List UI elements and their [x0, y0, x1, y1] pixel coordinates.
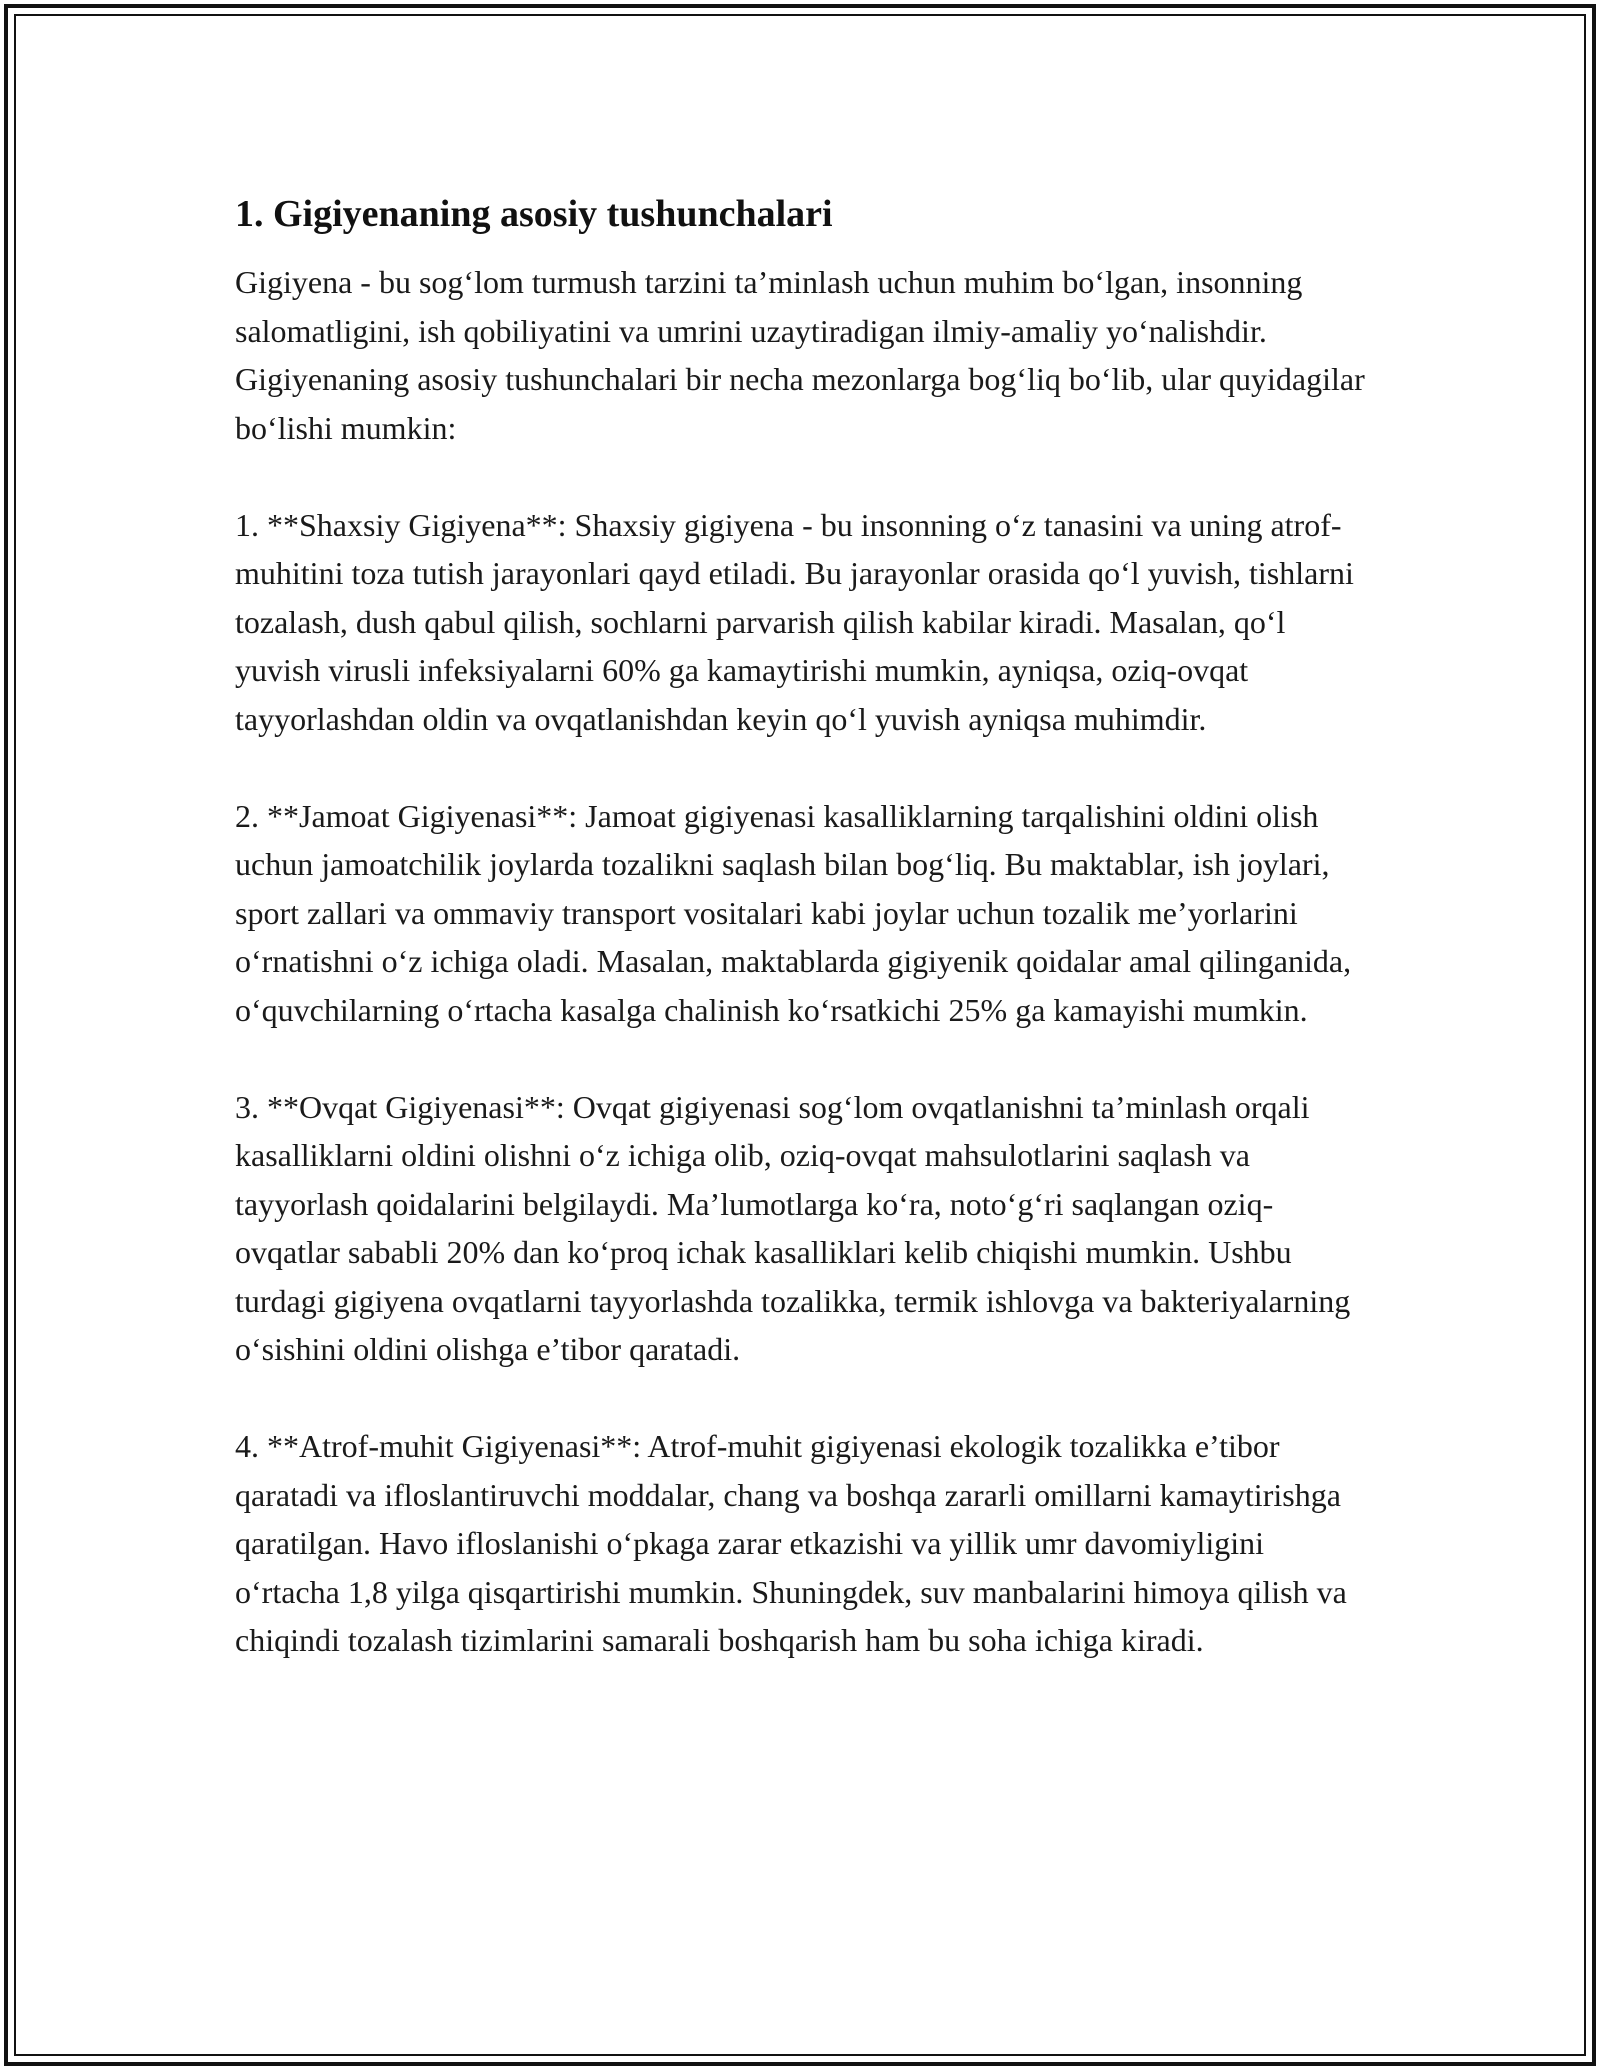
intro-paragraph: Gigiyena - bu sog‘lom turmush tarzini ta’minlash uchun muhim bo‘lgan, insonning salomatligini, ish qobiliyatini va umrini uzaytiradigan ilmiy-amaliy yo‘nalishdir. Gigiyenaning asosiy tushunchalari bir necha mezonlarga bog‘liq bo‘lib, ular quyidagilar bo‘lishi mumkin:: [235, 264, 1365, 446]
document-body: [235, 190, 1375, 1713]
paragraph-personal-hygiene: 1. **Shaxsiy Gigiyena**: Shaxsiy gigiyena - bu insonning o‘z tanasini va uning atrof-muhitini toza tutish jarayonlari qayd etiladi. Bu jarayonlar orasida qo‘l yuvish, tishlarni tozalash, dush qabul qilish, sochlarni parvarish qilish kabilar kiradi. Masalan, qo‘l yuvish virusli infeksiyalarni 60% ga kamaytirishi mumkin, ayniqsa, oziq-ovqat tayyorlashdan oldin va ovqatlanishdan keyin qo‘l yuvish ayniqsa muhimdir.: [235, 506, 1354, 737]
paragraph-environmental-hygiene: 4. **Atrof-muhit Gigiyenasi**: Atrof-muhit gigiyenasi ekologik tozalikka e’tibor qaratadi va ifloslantiruvchi moddalar, chang va boshqa zararli omillarni kamaytirishga qaratilgan. Havo ifloslanishi o‘pkaga zarar etkazishi va yillik umr davomiyligini o‘rtacha 1,8 yilga qisqartirishi mumkin. Shuningdek, suv manbalarini himoya qilish va chiqindi tozalash tizimlarini samarali boshqarish ham bu soha ichiga kiradi.: [235, 1428, 1347, 1658]
paragraph-food-hygiene: 3. **Ovqat Gigiyenasi**: Ovqat gigiyenasi sog‘lom ovqatlanishni ta’minlash orqali kasalliklarni oldini olishni o‘z ichiga olib, oziq-ovqat mahsulotlarini saqlash va tayyorlash qoidalarini belgilaydi. Ma’lumotlarga ko‘ra, noto‘g‘ri saqlangan oziq-ovqatlar sababli 20% dan ko‘proq ichak kasalliklari kelib chiqishi mumkin. Ushbu turdagi gigiyena ovqatlarni tayyorlashda tozalikka, termik ishlovga va bakteriyalarning o‘sishini oldini olishga e’tibor qaratadi.: [235, 1088, 1351, 1367]
paragraph-public-hygiene: 2. **Jamoat Gigiyenasi**: Jamoat gigiyenasi kasalliklarning tarqalishini oldini olish uchun jamoatchilik joylarda tozalikni saqlash bilan bog‘liq. Bu maktablar, ish joylari, sport zallari va ommaviy transport vositalari kabi joylar uchun tozalik me’yorlarini o‘rnatishni o‘z ichiga oladi. Masalan, maktablarda gigiyenik qoidalar amal qilinganida, o‘quvchilarning o‘rtacha kasalga chalinish ko‘rsatkichi 25% ga kamayishi mumkin.: [235, 797, 1352, 1028]
section-heading: 1. Gigiyenaning asosiy tushunchalari: [235, 193, 833, 235]
